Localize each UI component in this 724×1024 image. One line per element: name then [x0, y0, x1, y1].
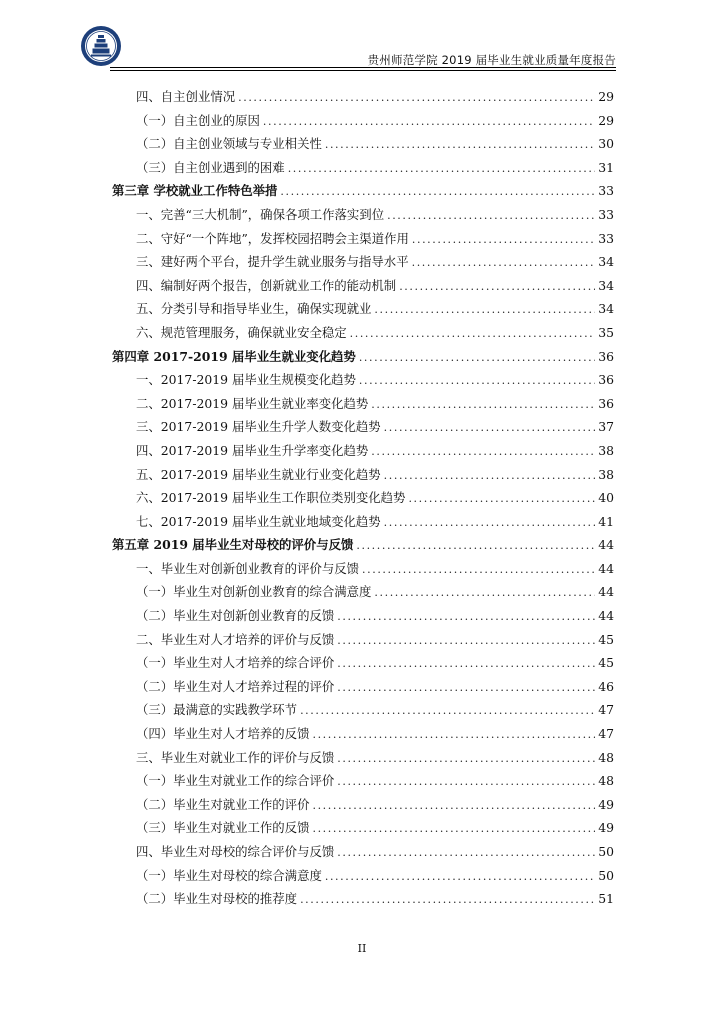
toc-dot-leader — [387, 209, 595, 222]
toc-entry[interactable] — [112, 700, 614, 724]
toc-dot-leader — [371, 398, 595, 411]
toc-entry-title: 五、分类引导和指导毕业生，确保实现就业 — [136, 301, 372, 317]
toc-entry-title: 六、规范管理服务，确保就业安全稳定 — [136, 324, 347, 340]
toc-entry[interactable] — [112, 795, 614, 819]
toc-dot-leader — [263, 115, 595, 128]
toc-entry-title: （三）自主创业遇到的困难 — [136, 159, 285, 175]
toc-entry[interactable] — [112, 181, 614, 205]
toc-entry[interactable] — [112, 252, 614, 276]
toc-dot-leader — [337, 610, 595, 623]
toc-page-number: 44 — [598, 560, 614, 576]
toc-page-number: 34 — [598, 301, 614, 317]
toc-dot-leader — [374, 303, 595, 316]
toc-page-number: 31 — [598, 159, 614, 175]
toc-entry[interactable] — [112, 394, 614, 418]
toc-entry-title: 四、毕业生对母校的综合评价与反馈 — [136, 844, 335, 859]
toc-dot-leader — [371, 445, 595, 458]
toc-dot-leader — [300, 704, 595, 717]
toc-entry-title: 四、编制好两个报告，创新就业工作的能动机制 — [136, 277, 397, 293]
toc-entry-title: （二）毕业生对就业工作的评价 — [136, 796, 310, 812]
toc-entry[interactable] — [112, 299, 614, 323]
toc-entry-title: 七、2017-2019 届毕业生就业地域变化趋势 — [136, 513, 381, 529]
toc-page-number: 49 — [598, 796, 614, 812]
toc-entry[interactable] — [112, 512, 614, 536]
toc-entry-title: 三、2017-2019 届毕业生升学人数变化趋势 — [136, 419, 381, 435]
toc-page-number: 49 — [598, 820, 614, 836]
toc-dot-leader — [384, 469, 595, 482]
toc-entry-title: （二）自主创业领域与专业相关性 — [136, 136, 322, 152]
toc-entry[interactable] — [112, 441, 614, 465]
table-of-contents — [112, 87, 614, 913]
toc-entry-title: （一）毕业生对人才培养的综合评价 — [136, 655, 335, 671]
toc-entry-title: （一）毕业生对创新创业教育的综合满意度 — [136, 584, 372, 600]
university-seal-icon — [80, 25, 122, 67]
toc-page-number: 29 — [598, 112, 614, 128]
toc-entry[interactable] — [112, 866, 614, 890]
toc-entry[interactable] — [112, 559, 614, 583]
toc-entry[interactable] — [112, 417, 614, 441]
toc-entry[interactable] — [112, 323, 614, 347]
toc-entry-title: （三）最满意的实践教学环节 — [136, 702, 298, 718]
toc-page-number: 34 — [598, 254, 614, 270]
toc-entry[interactable] — [112, 677, 614, 701]
toc-entry[interactable] — [112, 724, 614, 748]
toc-entry[interactable] — [112, 111, 614, 135]
page-number: II — [357, 942, 367, 955]
toc-dot-leader — [399, 280, 595, 293]
toc-page-number: 44 — [598, 608, 614, 624]
toc-dot-leader — [312, 728, 595, 741]
toc-dot-leader — [337, 775, 595, 788]
toc-entry[interactable] — [112, 347, 614, 371]
toc-page-number: 47 — [598, 702, 614, 718]
toc-entry-title: 第四章 2017-2019 届毕业生就业变化趋势 — [112, 348, 356, 364]
toc-entry-title: 一、2017-2019 届毕业生规模变化趋势 — [136, 372, 356, 388]
toc-entry-title: （三）毕业生对就业工作的反馈 — [136, 820, 310, 836]
toc-entry-title: （一）毕业生对就业工作的综合评价 — [136, 773, 335, 789]
toc-entry-title: （四）毕业生对人才培养的反馈 — [136, 726, 310, 742]
toc-entry-title: （二）毕业生对人才培养过程的评价 — [136, 678, 335, 694]
toc-entry[interactable] — [112, 653, 614, 677]
toc-entry[interactable] — [112, 229, 614, 253]
toc-page-number: 34 — [598, 277, 614, 293]
toc-entry-title: （二）毕业生对母校的推荐度 — [136, 891, 298, 907]
toc-dot-leader — [238, 91, 595, 104]
toc-dot-leader — [325, 138, 595, 151]
toc-dot-leader — [412, 256, 595, 269]
toc-entry-title: 一、完善“三大机制”，确保各项工作落实到位 — [136, 206, 385, 222]
toc-entry-title: 二、毕业生对人才培养的评价与反馈 — [136, 631, 335, 647]
toc-page-number: 50 — [598, 844, 614, 859]
toc-page-number: 38 — [598, 442, 614, 458]
toc-page-number: 50 — [598, 867, 614, 883]
toc-page-number: 45 — [598, 655, 614, 671]
toc-dot-leader — [359, 351, 595, 364]
toc-entry[interactable] — [112, 630, 614, 654]
toc-entry-title: （一）自主创业的原因 — [136, 112, 260, 128]
toc-page-number: 33 — [598, 230, 614, 246]
toc-page-number: 44 — [598, 537, 614, 553]
toc-page-number: 36 — [598, 372, 614, 388]
toc-dot-leader — [412, 233, 595, 246]
toc-page-number: 30 — [598, 136, 614, 152]
toc-entry[interactable] — [112, 134, 614, 158]
toc-page-number: 33 — [598, 183, 614, 199]
toc-page-number: 33 — [598, 206, 614, 222]
toc-dot-leader — [362, 563, 595, 576]
toc-dot-leader — [280, 185, 595, 198]
toc-entry[interactable] — [112, 582, 614, 606]
toc-entry-title: 二、2017-2019 届毕业生就业率变化趋势 — [136, 395, 369, 411]
toc-entry[interactable] — [112, 488, 614, 512]
report-title: 贵州师范学院 2019 届毕业生就业质量年度报告 — [367, 53, 616, 67]
toc-page-number: 44 — [598, 584, 614, 600]
toc-dot-leader — [288, 162, 595, 175]
header-divider — [110, 70, 616, 71]
toc-page-number: 36 — [598, 348, 614, 364]
toc-page-number: 45 — [598, 631, 614, 647]
toc-page-number: 51 — [598, 891, 614, 907]
toc-entry[interactable] — [112, 842, 614, 866]
toc-entry-title: 第五章 2019 届毕业生对母校的评价与反馈 — [112, 537, 354, 553]
toc-dot-leader — [337, 634, 595, 647]
toc-dot-leader — [312, 799, 595, 812]
toc-entry[interactable] — [112, 748, 614, 772]
toc-dot-leader — [325, 870, 595, 883]
toc-dot-leader — [337, 752, 595, 765]
toc-dot-leader — [312, 822, 595, 835]
toc-entry[interactable] — [112, 465, 614, 489]
toc-entry[interactable] — [112, 889, 614, 913]
toc-dot-leader — [384, 421, 595, 434]
toc-entry[interactable] — [112, 535, 614, 559]
toc-dot-leader — [337, 846, 595, 859]
toc-page-number: 36 — [598, 395, 614, 411]
toc-entry-title: 四、2017-2019 届毕业生升学率变化趋势 — [136, 442, 369, 458]
toc-entry[interactable] — [112, 771, 614, 795]
toc-page-number: 41 — [598, 513, 614, 529]
toc-page-number: 47 — [598, 726, 614, 742]
page-header — [0, 0, 724, 70]
toc-page-number: 29 — [598, 89, 614, 104]
toc-entry[interactable] — [112, 158, 614, 182]
toc-entry-title: 三、建好两个平台，提升学生就业服务与指导水平 — [136, 254, 409, 270]
toc-dot-leader — [356, 539, 595, 552]
toc-entry[interactable] — [112, 606, 614, 630]
toc-page-number: 38 — [598, 466, 614, 482]
toc-page-number: 37 — [598, 419, 614, 435]
header-divider — [110, 67, 616, 68]
toc-entry[interactable] — [112, 205, 614, 229]
toc-page-number: 46 — [598, 678, 614, 694]
toc-dot-leader — [350, 327, 595, 340]
toc-dot-leader — [359, 374, 595, 387]
toc-entry-title: （一）毕业生对母校的综合满意度 — [136, 867, 322, 883]
toc-entry[interactable] — [112, 276, 614, 300]
toc-dot-leader — [408, 492, 595, 505]
toc-dot-leader — [337, 657, 595, 670]
toc-dot-leader — [384, 516, 595, 529]
toc-entry-title: 四、自主创业情况 — [136, 89, 236, 104]
toc-page-number: 48 — [598, 749, 614, 765]
toc-page-number: 40 — [598, 490, 614, 506]
toc-dot-leader — [337, 681, 595, 694]
toc-page-number: 48 — [598, 773, 614, 789]
toc-entry-title: （二）毕业生对创新创业教育的反馈 — [136, 608, 335, 624]
toc-entry[interactable] — [112, 818, 614, 842]
toc-entry-title: 二、守好“一个阵地”，发挥校园招聘会主渠道作用 — [136, 230, 409, 246]
toc-entry-title: 五、2017-2019 届毕业生就业行业变化趋势 — [136, 466, 381, 482]
toc-entry-title: 三、毕业生对就业工作的评价与反馈 — [136, 749, 335, 765]
toc-page-number: 35 — [598, 324, 614, 340]
toc-dot-leader — [300, 893, 595, 906]
toc-entry-title: 第三章 学校就业工作特色举措 — [112, 183, 278, 199]
toc-entry-title: 一、毕业生对创新创业教育的评价与反馈 — [136, 560, 360, 576]
toc-dot-leader — [374, 586, 595, 599]
toc-entry[interactable] — [112, 87, 614, 111]
toc-entry[interactable] — [112, 370, 614, 394]
toc-entry-title: 六、2017-2019 届毕业生工作职位类别变化趋势 — [136, 490, 406, 506]
